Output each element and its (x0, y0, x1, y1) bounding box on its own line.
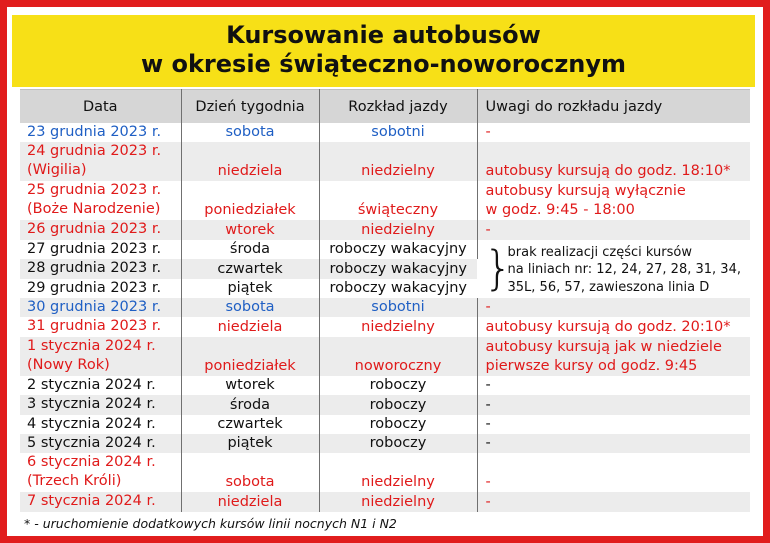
schedule-text: niedzielny (361, 493, 435, 510)
table-row (20, 298, 750, 317)
notes-cell (477, 434, 750, 453)
schedule-text: roboczy (369, 396, 427, 413)
notes-cell (477, 142, 750, 181)
date-subtitle: (Wigilia) (27, 162, 87, 179)
table-row (20, 376, 750, 395)
schedule-cell (319, 317, 477, 336)
day-cell (181, 181, 319, 220)
day-text: środa (229, 241, 271, 258)
day-text: piątek (227, 435, 273, 452)
day-cell (181, 415, 319, 434)
group-note-cell (477, 240, 750, 298)
notes-text: - (485, 377, 491, 394)
day-cell (181, 220, 319, 239)
date-text: 4 stycznia 2024 r. (27, 415, 156, 432)
date-text: 25 grudnia 2023 r. (27, 182, 162, 199)
day-cell (181, 337, 319, 376)
day-cell (181, 298, 319, 317)
schedule-text: roboczy (369, 435, 427, 452)
schedule-cell (319, 142, 477, 181)
schedule-cell (319, 298, 477, 317)
day-cell (181, 434, 319, 453)
notes-text: - (485, 435, 491, 452)
notes-text: autobusy kursują do godz. 20:10* (485, 318, 731, 335)
schedule-text: roboczy wakacyjny (329, 241, 467, 258)
day-text: wtorek (225, 377, 275, 394)
date-cell (20, 240, 181, 259)
schedule-cell (319, 240, 477, 259)
notes-cell (477, 317, 750, 336)
date-text: 23 grudnia 2023 r. (27, 124, 162, 140)
date-text: 5 stycznia 2024 r. (27, 434, 156, 451)
table-row (20, 434, 750, 453)
day-text: niedziela (217, 163, 283, 180)
title-line-2: w okresie świąteczno-noworocznym (140, 50, 627, 78)
schedule-cell (319, 123, 477, 142)
poster-frame (7, 7, 763, 536)
table-header-row (20, 90, 750, 124)
date-text: 30 grudnia 2023 r. (27, 298, 162, 315)
date-cell (20, 123, 181, 142)
schedule-text: roboczy wakacyjny (329, 260, 467, 277)
date-subtitle: (Boże Narodzenie) (27, 201, 161, 218)
group-note-line: na liniach nr: 12, 24, 27, 28, 31, 34, (507, 262, 741, 278)
title-line-1: Kursowanie autobusów (226, 21, 541, 49)
schedule-text: niedzielny (361, 163, 435, 180)
day-cell (181, 453, 319, 492)
day-text: sobota (225, 474, 275, 491)
date-text: 2 stycznia 2024 r. (27, 376, 156, 393)
notes-text: - (485, 221, 491, 238)
header-date: Data (20, 90, 181, 124)
date-cell (20, 279, 181, 298)
table-row (20, 240, 750, 259)
date-text: 29 grudnia 2023 r. (27, 279, 162, 296)
schedule-cell (319, 220, 477, 239)
day-text: niedziela (217, 318, 283, 335)
notes-cell (477, 376, 750, 395)
day-text: niedziela (217, 493, 283, 510)
notes-cell (477, 395, 750, 414)
group-note-line: brak realizacji części kursów (507, 244, 692, 260)
date-text: 27 grudnia 2023 r. (27, 240, 162, 257)
day-text: środa (229, 396, 271, 413)
schedule-text: noworoczny (354, 357, 442, 374)
group-note (508, 244, 751, 297)
title-banner (12, 15, 755, 87)
schedule-cell (319, 337, 477, 376)
brace-icon: } (483, 240, 513, 295)
date-text: 26 grudnia 2023 r. (27, 221, 162, 238)
table-row (20, 453, 750, 492)
notes-text: autobusy kursują do godz. 18:10* (485, 163, 731, 180)
day-cell (181, 395, 319, 414)
date-text: 1 stycznia 2024 r. (27, 337, 156, 354)
schedule-text: roboczy (369, 377, 427, 394)
day-text: poniedziałek (204, 357, 296, 374)
notes-text: - (485, 396, 491, 413)
notes-text: autobusy kursują jak w niedziele (485, 338, 722, 355)
day-text: wtorek (225, 221, 275, 238)
day-text: czwartek (217, 415, 283, 432)
notes-text: - (485, 493, 491, 510)
notes-text-2: w godz. 9:45 - 18:00 (485, 202, 635, 219)
notes-text: autobusy kursują wyłącznie (485, 183, 686, 200)
schedule-text: niedzielny (361, 474, 435, 491)
day-text: sobota (225, 124, 275, 141)
notes-text: - (485, 415, 491, 432)
day-cell (181, 240, 319, 259)
date-text: 3 stycznia 2024 r. (27, 396, 156, 413)
notes-cell (477, 415, 750, 434)
date-cell (20, 492, 181, 511)
schedule-cell (319, 259, 477, 278)
header-notes: Uwagi do rozkładu jazdy (477, 90, 750, 124)
date-cell (20, 181, 181, 220)
schedule-text: sobotni (371, 299, 425, 316)
schedule-text: sobotni (371, 124, 425, 141)
notes-text-2: pierwsze kursy od godz. 9:45 (485, 357, 698, 374)
header-schedule: Rozkład jazdy (319, 90, 477, 124)
schedule-cell (319, 395, 477, 414)
table-row (20, 123, 750, 142)
day-cell (181, 279, 319, 298)
day-text: czwartek (217, 260, 283, 277)
header-day: Dzień tygodnia (181, 90, 319, 124)
day-text: poniedziałek (204, 202, 296, 219)
notes-cell (477, 453, 750, 492)
notes-cell (477, 337, 750, 376)
table-row (20, 220, 750, 239)
date-cell (20, 142, 181, 181)
date-subtitle: (Nowy Rok) (27, 356, 110, 373)
date-cell (20, 453, 181, 492)
schedule-table (20, 89, 750, 512)
day-cell (181, 123, 319, 142)
notes-text: - (485, 124, 491, 141)
group-note-line: 35L, 56, 57, zawieszona linia D (507, 279, 710, 295)
notes-cell (477, 492, 750, 511)
day-cell (181, 376, 319, 395)
table-row (20, 317, 750, 336)
notes-cell (477, 220, 750, 239)
date-cell (20, 337, 181, 376)
date-cell (20, 434, 181, 453)
table-row (20, 181, 750, 220)
notes-cell (477, 123, 750, 142)
schedule-cell (319, 181, 477, 220)
footnote: * - uruchomienie dodatkowych kursów linii nocnych N1 i N2 (24, 516, 397, 531)
schedule-cell (319, 415, 477, 434)
date-text: 7 stycznia 2024 r. (27, 493, 156, 510)
schedule-text: roboczy wakacyjny (329, 279, 467, 296)
notes-text: - (485, 299, 491, 316)
table-row (20, 492, 750, 511)
date-cell (20, 259, 181, 278)
table-row (20, 337, 750, 376)
date-cell (20, 376, 181, 395)
date-cell (20, 220, 181, 239)
date-subtitle: (Trzech Króli) (27, 473, 122, 490)
schedule-cell (319, 492, 477, 511)
day-text: sobota (225, 299, 275, 316)
schedule-text: niedzielny (361, 221, 435, 238)
day-text: piątek (227, 279, 273, 296)
date-text: 31 grudnia 2023 r. (27, 318, 162, 335)
date-cell (20, 415, 181, 434)
date-cell (20, 317, 181, 336)
notes-text: - (485, 474, 491, 491)
day-cell (181, 259, 319, 278)
schedule-cell (319, 279, 477, 298)
day-cell (181, 492, 319, 511)
notes-cell (477, 298, 750, 317)
table-body (20, 123, 750, 512)
date-cell (20, 298, 181, 317)
schedule-text: niedzielny (361, 318, 435, 335)
schedule-text: świąteczny (357, 202, 439, 219)
schedule-cell (319, 434, 477, 453)
schedule-cell (319, 376, 477, 395)
date-text: 24 grudnia 2023 r. (27, 143, 162, 160)
day-cell (181, 142, 319, 181)
date-cell (20, 395, 181, 414)
date-text: 28 grudnia 2023 r. (27, 260, 162, 277)
notes-cell (477, 181, 750, 220)
table-row (20, 142, 750, 181)
schedule-text: roboczy (369, 415, 427, 432)
schedule-cell (319, 453, 477, 492)
day-cell (181, 317, 319, 336)
date-text: 6 stycznia 2024 r. (27, 454, 156, 471)
table-row (20, 415, 750, 434)
table-row (20, 395, 750, 414)
